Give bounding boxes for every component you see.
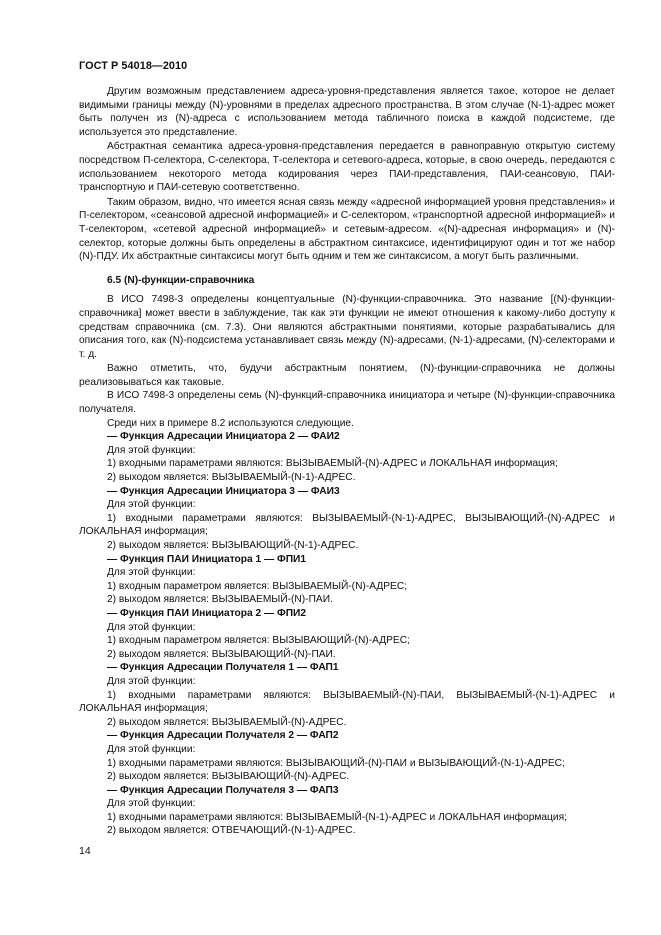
function-item: 1) входными параметрами являются: ВЫЗЫВАЕМЫЙ-(N-1)-АДРЕС, ВЫЗЫВАЮЩИЙ-(N)-АДРЕС и ЛОКАЛЬНАЯ информация; [79, 512, 615, 538]
function-item: 1) входными параметрами являются: ВЫЗЫВАЕМЫЙ-(N)-ПАИ, ВЫЗЫВАЕМЫЙ-(N-1)-АДРЕС и ЛОКАЛЬНАЯ информация; [79, 689, 615, 715]
function-title: — Функция ПАИ Инициатора 2 — ФПИ2 [107, 607, 307, 619]
section-paragraph-1: В ИСО 7498-3 определены концептуальные (N)-функции-справочника. Это название [(N)-функции-справочника] может ввести в заблуждение, так как эти функции не имеют отношения к какому-либо доступу к средствам справочника (см. 7.3). Они являются абстрактными понятиями, которые разрабатывались для описания того, как (N)-подсистема устанавливает связь между (N)-адресами, (N-1)-адресами, (N)-селекторами и т. д. [79, 294, 615, 360]
function-item: 2) выходом является: ВЫЗЫВАЕМЫЙ-(N)-ПАИ. [107, 594, 333, 606]
function-item: 2) выходом является: ВЫЗЫВАЮЩИЙ-(N)-АДРЕС. [107, 771, 350, 783]
function-intro: Для этой функции: [107, 743, 196, 755]
section-paragraph-4: Среди них в примере 8.2 используются следующие. [107, 417, 354, 429]
function-item: 2) выходом является: ОТВЕЧАЮЩИЙ-(N-1)-АДРЕС. [107, 825, 356, 837]
function-title: — Функция Адресации Получателя 3 — ФАП3 [107, 784, 339, 796]
page-number: 14 [79, 845, 91, 857]
function-block-fpi1 [79, 553, 615, 607]
function-item: 1) входным параметром является: ВЫЗЫВАЮЩИЙ-(N)-АДРЕС; [107, 635, 410, 647]
function-intro: Для этой функции: [107, 444, 196, 456]
page-body [79, 85, 615, 838]
intro-paragraph-3: Таким образом, видно, что имеется ясная связь между «адресной информацией уровня представления» и П-селектором, «сеансовой адресной информацией» и С-селектором, «транспортной адресной информацией» и Т-селектором, «сетевой адресной информацией» и сетевым-адресом. «(N)-адресная информация» и (N)-селектор, которые должны быть определены в абстрактном синтаксисе, идентифицируют один и тот же набор (N)-ПДУ. Их абстрактные синтаксисы могут быть одним и тем же синтаксисом, а могут быть различными. [79, 196, 615, 263]
function-title: — Функция ПАИ Инициатора 1 — ФПИ1 [107, 553, 307, 565]
function-block-fai3 [79, 485, 615, 553]
function-intro: Для этой функции: [107, 499, 196, 511]
function-item: 2) выходом является: ВЫЗЫВАЮЩИЙ-(N)-ПАИ. [107, 648, 336, 660]
function-intro: Для этой функции: [107, 567, 196, 579]
section-title: 6.5 (N)-функции-справочника [107, 274, 255, 286]
function-title: — Функция Адресации Инициатора 3 — ФАИ3 [107, 485, 340, 497]
function-item: 2) выходом является: ВЫЗЫВАЕМЫЙ-(N-1)-АДРЕС. [107, 472, 356, 484]
function-block-fap2 [79, 729, 615, 783]
function-block-fpi2 [79, 607, 615, 661]
function-item: 1) входными параметрами являются: ВЫЗЫВАЮЩИЙ-(N)-ПАИ и ВЫЗЫВАЮЩИЙ-(N-1)-АДРЕС; [107, 757, 565, 769]
function-block-fap1 [79, 661, 615, 729]
function-intro: Для этой функции: [107, 621, 196, 633]
function-block-fap3 [79, 784, 615, 838]
function-item: 2) выходом является: ВЫЗЫВАЮЩИЙ-(N-1)-АДРЕС. [107, 540, 359, 551]
function-item: 1) входными параметрами являются: ВЫЗЫВАЕМЫЙ-(N-1)-АДРЕС и ЛОКАЛЬНАЯ информация; [107, 811, 567, 823]
document-header: ГОСТ Р 54018—2010 [79, 60, 188, 72]
function-item: 2) выходом является: ВЫЗЫВАЕМЫЙ-(N)-АДРЕС. [107, 716, 347, 728]
function-title: — Функция Адресации Получателя 1 — ФАП1 [107, 662, 339, 674]
function-intro: Для этой функции: [107, 798, 196, 810]
intro-paragraph-1: Другим возможным представлением адреса-уровня-представления является такое, которое не делает видимыми границы между (N)-уровнями в пределах адресного пространства. В этом случае (N-1)-адрес может быть получен из (N)-адреса с использованием метода табличного поиска в каждой подсистеме, где используется это представление. [79, 86, 615, 138]
function-title: — Функция Адресации Получателя 2 — ФАП2 [107, 730, 339, 742]
intro-paragraph-2: Абстрактная семантика адреса-уровня-представления передается в равноправную открытую систему посредством П-селектора, С-селектора, Т-селектора и сетевого-адреса, которые, в свою очередь, передаются с использованием некоторого метода кодирования через ПАИ-представления, ПАИ-сеансовую, ПАИ-транспортную и ПАИ-сетевую соответственно. [79, 141, 615, 194]
function-item: 1) входным параметром является: ВЫЗЫВАЕМЫЙ-(N)-АДРЕС; [107, 580, 408, 592]
function-intro: Для этой функции: [107, 675, 196, 687]
section-paragraph-3: В ИСО 7498-3 определены семь (N)-функций-справочника инициатора и четыре (N)-функции-справочника получателя. [79, 390, 615, 416]
function-item: 1) входными параметрами являются: ВЫЗЫВАЕМЫЙ-(N)-АДРЕС и ЛОКАЛЬНАЯ информация; [107, 458, 558, 470]
function-block-fai2 [79, 430, 615, 484]
function-title: — Функция Адресации Инициатора 2 — ФАИ2 [107, 431, 340, 443]
section-paragraph-2: Важно отметить, что, будучи абстрактным понятием, (N)-функции-справочника не должны реализовываться как таковые. [79, 363, 615, 388]
